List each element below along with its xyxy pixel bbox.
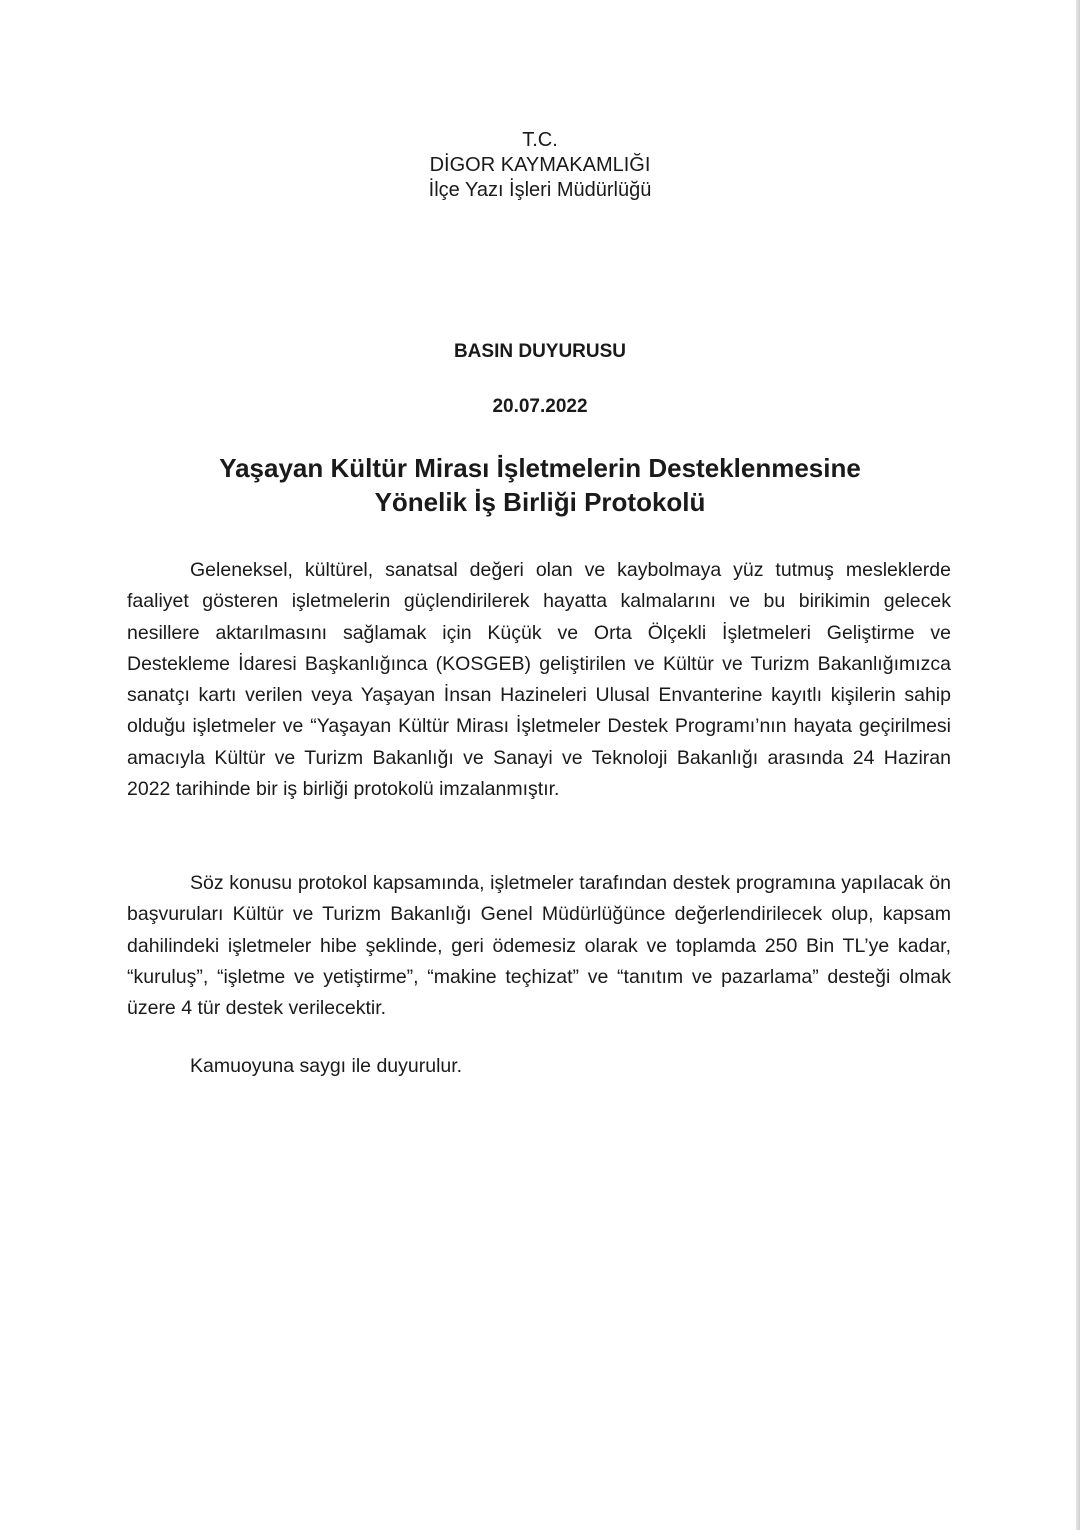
closing-statement: Kamuoyuna saygı ile duyurulur. <box>190 1055 463 1077</box>
header-department: İlçe Yazı İşleri Müdürlüğü <box>428 179 652 201</box>
press-release-label: BASIN DUYURUSU <box>453 341 627 362</box>
document-title-line-1: Yaşayan Kültür Mirası İşletmelerin Desteklenmesine <box>219 453 861 483</box>
page-edge-shadow <box>1076 0 1080 1530</box>
header-country: T.C. <box>522 129 558 151</box>
document-title-line-2: Yönelik İş Birliği Protokolü <box>374 487 706 517</box>
body-paragraph-1: Geleneksel, kültürel, sanatsal değeri olan ve kaybolmaya yüz tutmuş mesleklerde faaliyet gösteren işletmelerin güçlendirilerek hayatta kalmalarını ve bu birikimin gelecek nesillere aktarılmasını sağlamak için Küçük ve Orta Ölçekli İşletmeleri Geliştirme ve Destekleme İdaresi Başkanlığınca (KOSGEB) geliştirilen ve Kültür ve Turizm Bakanlığımızca sanatçı kartı verilen veya Yaşayan İnsan Hazineleri Ulusal Envanterine kayıtlı kişilerin sahip olduğu işletmeler ve “Yaşayan Kültür Mirası İşletmeler Destek Programı’nın hayata geçirilmesi amacıyla Kültür ve Turizm Bakanlığı ve Sanayi ve Teknoloji Bakanlığı arasında 24 Haziran 2022 tarihinde bir iş birliği protokolü imzalanmıştır. <box>127 559 951 801</box>
body-paragraph-2: Söz konusu protokol kapsamında, işletmeler tarafından destek programına yapılacak ön başvuruları Kültür ve Turizm Bakanlığı Genel Müdürlüğünce değerlendirilecek olup, kapsam dahilindeki işletmeler hibe şeklinde, geri ödemesiz olarak ve toplamda 250 Bin TL’ye kadar, “kuruluş”, “işletme ve yetiştirme”, “makine teçhizat” ve “tanıtım ve pazarlama” desteği olmak üzere 4 tür destek verilecektir. <box>127 872 951 1020</box>
document-header <box>0 128 1080 203</box>
document-title <box>0 451 1080 519</box>
header-institution: DİGOR KAYMAKAMLIĞI <box>429 154 651 176</box>
press-release-date: 20.07.2022 <box>492 396 588 417</box>
